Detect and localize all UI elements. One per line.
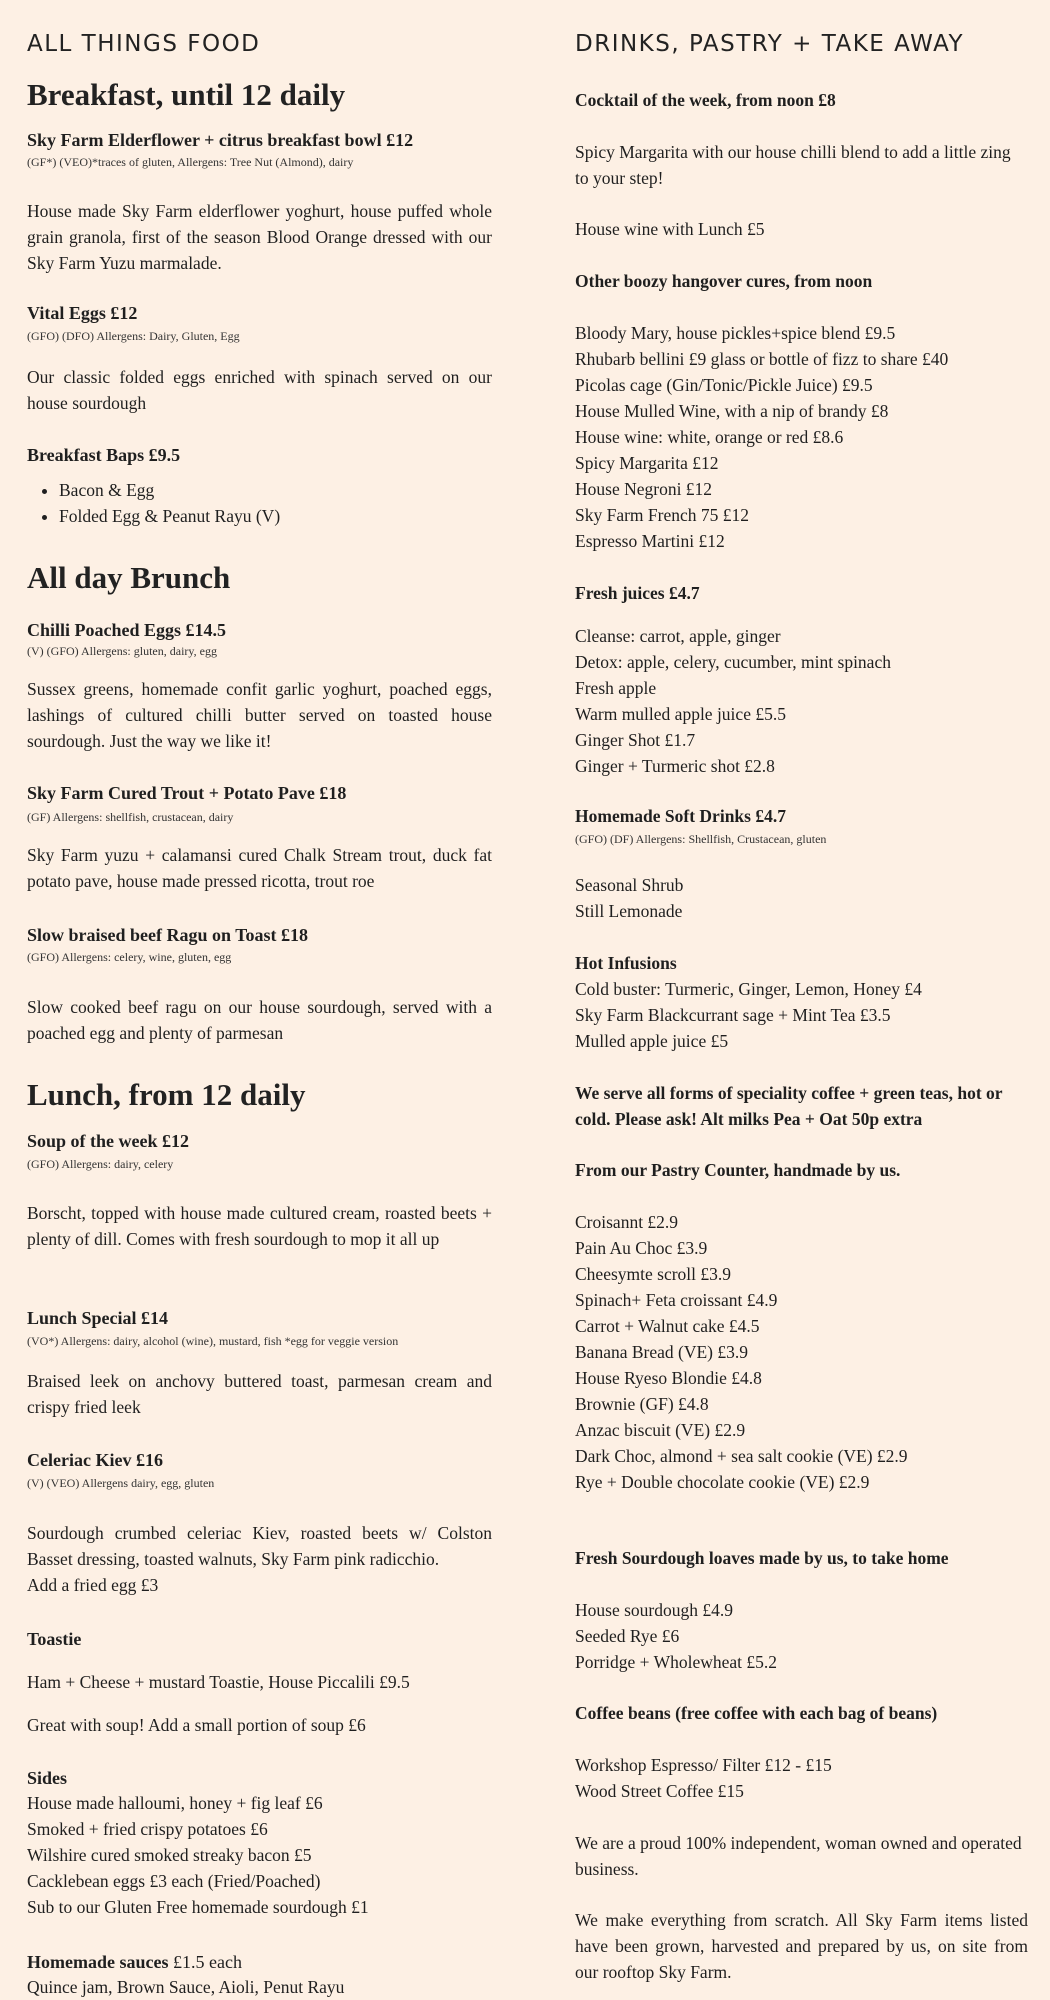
menu-item-description: Our classic folded eggs enriched with spinach served on our house sourdough [27,367,492,413]
allergen-note: (GF*) (VEO)*traces of gluten, Allergens: Tree Nut (Almond), dairy [27,155,354,169]
infusions-list [575,976,922,1054]
sauces-label: Homemade sauces [27,1952,169,1972]
pastry-list [575,1209,908,1495]
allergen-note: (GF) Allergens: shellfish, crustacean, dairy [27,810,234,824]
list-item: Sub to our Gluten Free homemade sourdough £1 [27,1897,369,1917]
menu-item-title: Lunch Special £14 [27,1308,169,1328]
list-item: Cleanse: carrot, apple, ginger [575,626,781,646]
list-item: Detox: apple, celery, cucumber, mint spinach [575,652,891,672]
menu-item-description: Braised leek on anchovy buttered toast, parmesan cream and crispy fried leek [27,1371,492,1417]
list-item: Smoked + fried crispy potatoes £6 [27,1819,268,1839]
cocktail-description: Spicy Margarita with our house chilli blend to add a little zing to your step! [575,142,1011,188]
list-item: • Bacon & Egg [59,477,280,503]
pastry-title: From our Pastry Counter, handmade by us. [575,1160,901,1180]
infusions-title: Hot Infusions [575,953,677,973]
list-item: Ginger Shot £1.7 [575,730,696,750]
menu-item-description: Borscht, topped with house made cultured cream, roasted beets + plenty of dill. Comes with fresh sourdough to mop it all up [27,1203,492,1249]
list-item: Seeded Rye £6 [575,1626,680,1646]
baps-list [27,477,280,529]
list-item: Wilshire cured smoked streaky bacon £5 [27,1845,312,1865]
list-item: House made halloumi, honey + fig leaf £6 [27,1793,323,1813]
list-item: Seasonal Shrub [575,875,684,895]
allergen-note: (GFO) (DF) Allergens: Shellfish, Crustacean, gluten [575,832,827,846]
allergen-note: (V) (GFO) Allergens: gluten, dairy, egg [27,644,217,658]
menu-item-title: Sky Farm Cured Trout + Potato Pave £18 [27,783,347,803]
list-item: Ginger + Turmeric shot £2.8 [575,756,775,776]
menu-item-title: Slow braised beef Ragu on Toast £18 [27,925,309,945]
breakfast-title: Breakfast, until 12 daily [27,77,346,112]
coffee-note: We serve all forms of speciality coffee + green teas, hot or cold. Please ask! Alt milks Pea + Oat 50p extra [575,1083,1003,1129]
sides-list [27,1790,369,1920]
loaves-title: Fresh Sourdough loaves made by us, to take home [575,1548,949,1568]
menu-item-title: Soup of the week £12 [27,1131,190,1151]
list-item: Cheesymte scroll £3.9 [575,1264,732,1284]
list-item: Warm mulled apple juice £5.5 [575,704,786,724]
list-item: Fresh apple [575,678,657,698]
menu-item-extra: Add a fried egg £3 [27,1575,159,1595]
list-item: Croisannt £2.9 [575,1212,679,1232]
menu-item-title: Breakfast Baps £9.5 [27,445,181,465]
menu-item-description: Sussex greens, homemade confit garlic yoghurt, poached eggs, lashings of cultured chilli butter served on toasted house sourdough. Just the way we like it! [27,679,492,751]
menu-item-title: Celeriac Kiev £16 [27,1450,163,1470]
soft-drinks-list [575,872,683,924]
beans-list [575,1752,832,1804]
about-scratch: We make everything from scratch. All Sky Farm items listed have been grown, harvested and prepared by us, on site from our rooftop Sky Farm. [575,1910,1028,1982]
list-item: Banana Bread (VE) £3.9 [575,1342,748,1362]
juices-list [575,623,891,779]
boozy-title: Other boozy hangover cures, from noon [575,271,873,291]
list-item: Rye + Double chocolate cookie (VE) £2.9 [575,1472,870,1492]
list-item: Anzac biscuit (VE) £2.9 [575,1420,746,1440]
list-item: Bloody Mary, house pickles+spice blend £9.5 [575,323,896,343]
toastie-title: Toastie [27,1629,82,1649]
list-item: • Folded Egg & Peanut Rayu (V) [59,503,280,529]
list-item: Spinach+ Feta croissant £4.9 [575,1290,778,1310]
sides-title: Sides [27,1768,68,1788]
brunch-title: All day Brunch [27,560,231,595]
menu-item-title: Vital Eggs £12 [27,303,138,323]
list-item: Brownie (GF) £4.8 [575,1394,709,1414]
allergen-note: (V) (VEO) Allergens dairy, egg, gluten [27,1476,215,1490]
list-item: Sky Farm French 75 £12 [575,505,750,525]
list-item: Sky Farm Blackcurrant sage + Mint Tea £3.5 [575,1005,891,1025]
list-item: Pain Au Choc £3.9 [575,1238,708,1258]
list-item: Still Lemonade [575,901,683,921]
list-item: House Negroni £12 [575,479,713,499]
loaves-list [575,1597,777,1675]
list-item: Espresso Martini £12 [575,531,725,551]
menu-item-title: Sky Farm Elderflower + citrus breakfast bowl £12 [27,130,414,150]
soft-drinks-title: Homemade Soft Drinks £4.7 [575,806,786,826]
allergen-note: (VO*) Allergens: dairy, alcohol (wine), mustard, fish *egg for veggie version [27,1334,399,1348]
list-item: Cacklebean eggs £3 each (Fried/Poached) [27,1871,321,1891]
toastie-line: Ham + Cheese + mustard Toastie, House Piccalili £9.5 [27,1672,410,1692]
list-item: Spicy Margarita £12 [575,453,719,473]
list-item: Picolas cage (Gin/Tonic/Pickle Juice) £9.5 [575,375,873,395]
list-item: Workshop Espresso/ Filter £12 - £15 [575,1755,832,1775]
sauces-title [27,1951,242,1973]
sauces-list: Quince jam, Brown Sauce, Aioli, Penut Rayu [27,1977,345,1997]
menu-item-description: House made Sky Farm elderflower yoghurt, house puffed whole grain granola, first of the season Blood Orange dressed with our Sky Farm Yuzu marmalade. [27,201,492,273]
list-item: Rhubarb bellini £9 glass or bottle of fizz to share £40 [575,349,949,369]
lunch-title: Lunch, from 12 daily [27,1077,306,1112]
menu-item-title: Chilli Poached Eggs £14.5 [27,620,227,640]
menu-item-description: Sourdough crumbed celeriac Kiev, roasted beets w/ Colston Basset dressing, toasted walnuts, Sky Farm pink radicchio. [27,1523,492,1569]
list-item: Cold buster: Turmeric, Ginger, Lemon, Honey £4 [575,979,922,999]
list-item: House sourdough £4.9 [575,1600,733,1620]
list-item: House Ryeso Blondie £4.8 [575,1368,762,1388]
menu-item-description: Sky Farm yuzu + calamansi cured Chalk Stream trout, duck fat potato pave, house made pressed ricotta, trout roe [27,845,492,891]
about-independent: We are a proud 100% independent, woman owned and operated business. [575,1833,1022,1879]
allergen-note: (GFO) (DFO) Allergens: Dairy, Gluten, Egg [27,329,240,343]
list-item: House wine: white, orange or red £8.6 [575,427,844,447]
toastie-line: Great with soup! Add a small portion of soup £6 [27,1715,366,1735]
list-item: House Mulled Wine, with a nip of brandy £8 [575,401,889,421]
beans-title: Coffee beans (free coffee with each bag of beans) [575,1703,938,1723]
list-item: Dark Choc, almond + sea salt cookie (VE) £2.9 [575,1446,908,1466]
list-item: Wood Street Coffee £15 [575,1781,744,1801]
cocktail-title: Cocktail of the week, from noon £8 [575,90,836,110]
boozy-list [575,320,948,554]
allergen-note: (GFO) Allergens: celery, wine, gluten, egg [27,950,232,964]
list-item: Mulled apple juice £5 [575,1031,729,1051]
sauces-price: £1.5 each [168,1952,242,1972]
menu-item-description: Slow cooked beef ragu on our house sourdough, served with a poached egg and plenty of parmesan [27,997,492,1043]
juices-title: Fresh juices £4.7 [575,583,700,603]
list-item: Carrot + Walnut cake £4.5 [575,1316,760,1336]
allergen-note: (GFO) Allergens: dairy, celery [27,1157,174,1171]
drinks-column-heading: DRINKS, PASTRY + TAKE AWAY [575,31,965,57]
food-column-heading: ALL THINGS FOOD [27,31,261,57]
house-wine-line: House wine with Lunch £5 [575,219,765,239]
list-item: Porridge + Wholewheat £5.2 [575,1652,778,1672]
